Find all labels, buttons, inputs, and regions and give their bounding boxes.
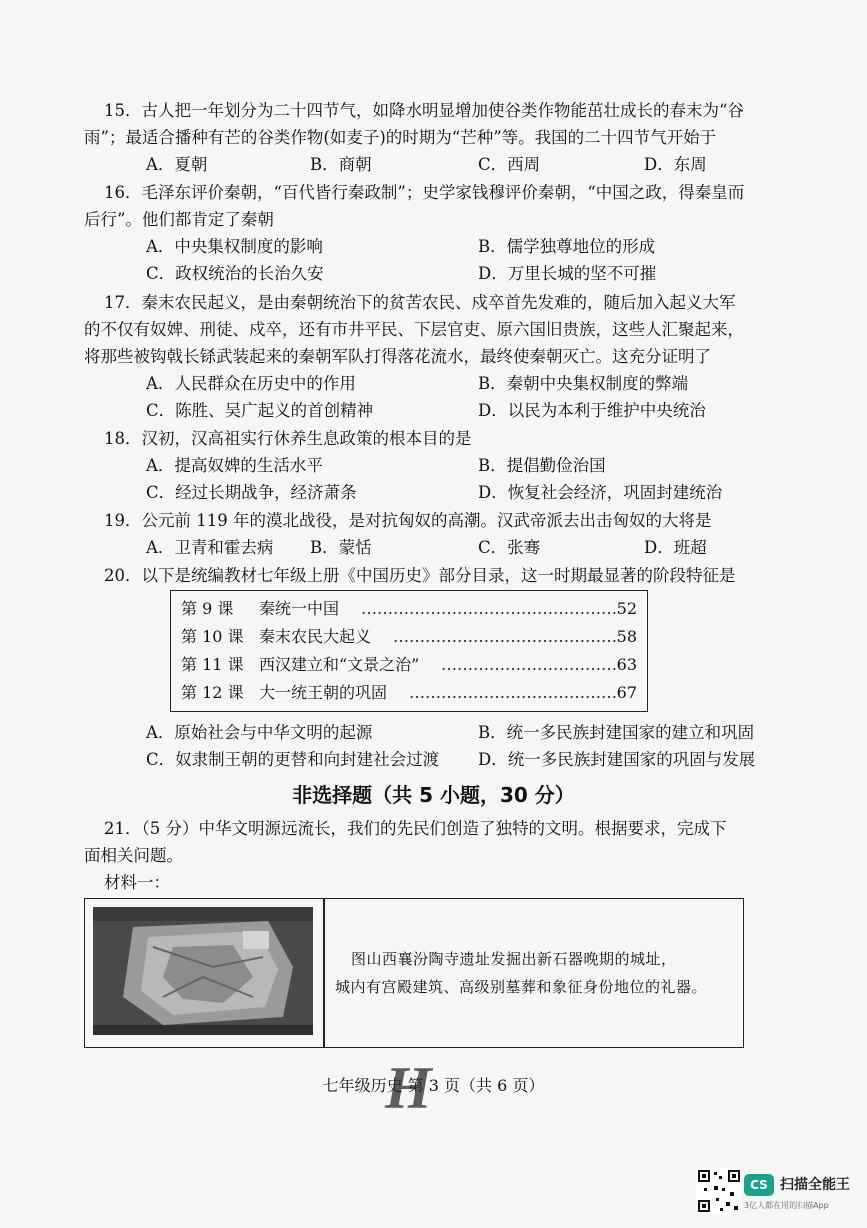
material-text-line2: 城内有宫殿建筑、高级别墓葬和象征身份地位的礼器。 (335, 978, 708, 996)
excavation-photo (93, 907, 313, 1035)
q16-line1: 16．毛泽东评价秦朝，“百代皆行秦政制”；史学家钱穆评价秦朝，“中国之政，得秦皇而 (104, 183, 745, 202)
q16-option-c: C．政权统治的长治久安 (146, 264, 324, 283)
q19-option-d: D．班超 (644, 538, 707, 557)
q19-line1: 19．公元前 119 年的漠北战役，是对抗匈奴的高潮。汉武帝派去出击匈奴的大将是 (104, 511, 712, 530)
camscanner-tagline: 3亿人都在用的扫描App (744, 1201, 829, 1210)
q16-option-b: B．儒学独尊地位的形成 (478, 237, 656, 256)
q19-option-a: A．卫青和霍去病 (146, 538, 274, 557)
camscanner-logo: CS (744, 1174, 774, 1196)
q20-option-b: B．统一多民族封建国家的建立和巩固 (478, 723, 755, 742)
q20-option-d: D．统一多民族封建国家的巩固与发展 (478, 750, 756, 769)
q17-option-a: A．人民群众在历史中的作用 (146, 374, 356, 393)
q18-line1: 18．汉初，汉高祖实行休养生息政策的根本目的是 (104, 429, 472, 448)
q17-line1: 17．秦末农民起义，是由秦朝统治下的贫苦农民、戍卒首先发难的，随后加入起义大军 (104, 293, 736, 312)
material-text (335, 945, 735, 1001)
page-footer: 七年级历史 第 3 页（共 6 页） (322, 1076, 545, 1095)
q19-option-c: C．张骞 (478, 538, 541, 557)
q16-option-a: A．中央集权制度的影响 (146, 237, 323, 256)
toc-page-num: 52 (616, 599, 637, 618)
q16-option-d: D．万里长城的坚不可摧 (478, 264, 657, 283)
q15-option-c: C．西周 (478, 155, 541, 174)
q15-line1: 15．古人把一年划分为二十四节气，如降水明显增加使谷类作物能茁壮成长的春末为“谷 (104, 101, 744, 120)
q17-line2: 的不仅有奴婢、刑徒、戍卒，还有市井平民、下层官吏、原六国旧贵族，这些人汇聚起来， (84, 320, 744, 339)
q17-option-c: C．陈胜、吴广起义的首创精神 (146, 401, 374, 420)
toc-row (181, 625, 637, 649)
q21-line2: 面相关问题。 (84, 846, 183, 865)
toc-lesson-title: 秦统一中国 (259, 599, 340, 618)
q18-option-d: D．恢复社会经济，巩固封建统治 (478, 483, 723, 502)
toc-row (181, 597, 637, 621)
handwritten-mark: H (385, 1055, 432, 1121)
toc-lesson-num: 第 11 课 (181, 655, 244, 674)
toc-lesson-num: 第 9 课 (181, 599, 234, 618)
q18-option-b: B．提倡勤俭治国 (478, 456, 606, 475)
material-divider (323, 899, 325, 1047)
toc-leader-dots: …………………………… (441, 655, 617, 674)
q18-option-c: C．经过长期战争，经济萧条 (146, 483, 357, 502)
q15-line2: 雨”；最适合播种有芒的谷类作物(如麦子)的时期为“芒种”等。我国的二十四节气开始于 (84, 128, 717, 147)
toc-page-num: 58 (616, 627, 637, 646)
toc-row (181, 681, 637, 705)
toc-box (170, 590, 648, 712)
toc-leader-dots: ………………………………………… (361, 599, 617, 618)
toc-lesson-num: 第 12 课 (181, 683, 244, 702)
toc-lesson-title: 大一统王朝的巩固 (259, 683, 388, 702)
toc-leader-dots: ………………………………… (409, 683, 617, 702)
q15-option-b: B．商朝 (310, 155, 372, 174)
toc-row (181, 653, 637, 677)
q15-option-a: A．夏朝 (146, 155, 208, 174)
toc-lesson-num: 第 10 课 (181, 627, 244, 646)
qr-code-icon (696, 1168, 742, 1214)
q16-line2: 后行”。他们都肯定了秦朝 (84, 210, 274, 229)
q18-option-a: A．提高奴婢的生活水平 (146, 456, 323, 475)
toc-lesson-title: 秦末农民大起义 (259, 627, 372, 646)
toc-page-num: 63 (616, 655, 637, 674)
material-box (84, 898, 744, 1048)
q15-option-d: D．东周 (644, 155, 707, 174)
q20-line1: 20．以下是统编教材七年级上册《中国历史》部分目录，这一时期最显著的阶段特征是 (104, 566, 736, 585)
q21-line1: 21．（5 分）中华文明源远流长，我们的先民们创造了独特的文明。根据要求，完成下 (104, 819, 727, 838)
material-label: 材料一： (104, 873, 170, 892)
toc-lesson-title: 西汉建立和“文景之治” (259, 655, 420, 674)
q17-option-b: B．秦朝中央集权制度的弊端 (478, 374, 689, 393)
q20-option-c: C．奴隶制王朝的更替和向封建社会过渡 (146, 750, 440, 769)
q17-option-d: D．以民为本利于维护中央统治 (478, 401, 706, 420)
q20-option-a: A．原始社会与中华文明的起源 (146, 723, 373, 742)
toc-page-num: 67 (616, 683, 637, 702)
q19-option-b: B．蒙恬 (310, 538, 372, 557)
toc-leader-dots: …………………………………… (393, 627, 617, 646)
material-text-line1: 图山西襄汾陶寺遗址发掘出新石器晚期的城址， (351, 950, 677, 968)
section-title: 非选择题（共 5 小题，30 分） (292, 783, 575, 807)
camscanner-name: 扫描全能王 (780, 1177, 850, 1193)
q17-line3: 将那些被钩戟长铩武装起来的秦朝军队打得落花流水，最终使秦朝灭亡。这充分证明了 (84, 347, 711, 366)
